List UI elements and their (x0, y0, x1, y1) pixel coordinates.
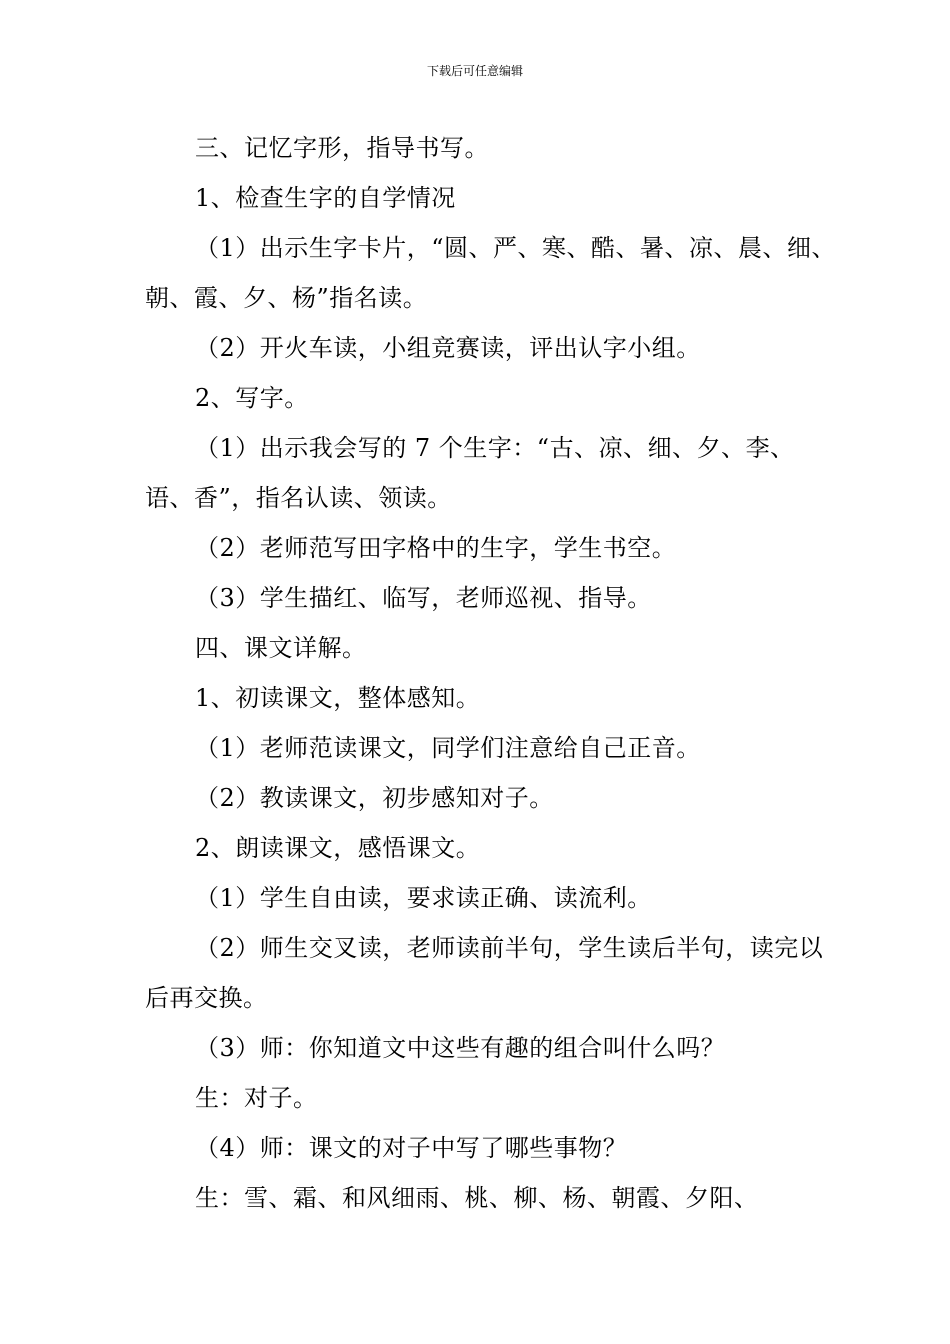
paragraph: （3）师：你知道文中这些有趣的组合叫什么吗？ (195, 1034, 726, 1062)
paragraph: （3）学生描红、临写，老师巡视、指导。 (195, 584, 652, 612)
paragraph: （2）老师范写田字格中的生字，学生书空。 (195, 534, 677, 562)
paragraph: 生：对子。 (195, 1084, 318, 1112)
paragraph: （2）开火车读，小组竞赛读，评出认字小组。 (195, 334, 701, 362)
paragraph: （1）出示生字卡片，“圆、严、寒、酷、暑、凉、晨、细、朝、霞、夕、杨”指名读。 (145, 234, 837, 312)
paragraph: （2）师生交叉读，老师读前半句，学生读后半句，读完以后再交换。 (145, 934, 824, 1012)
paragraph: 生：雪、霜、和风细雨、桃、柳、杨、朝霞、夕阳、 (195, 1184, 759, 1212)
document-body (0, 123, 950, 1223)
section-heading-3: 三、记忆字形，指导书写。 (195, 134, 489, 162)
paragraph: （1）学生自由读，要求读正确、读流利。 (195, 884, 652, 912)
section-heading-4: 四、课文详解。 (195, 634, 367, 662)
paragraph: 1、检查生字的自学情况 (195, 184, 456, 212)
paragraph: （1）老师范读课文，同学们注意给自己正音。 (195, 734, 701, 762)
paragraph: 2、朗读课文，感悟课文。 (195, 834, 481, 862)
paragraph: （1）出示我会写的 7 个生字：“古、凉、细、夕、李、语、香”，指名认读、领读。 (145, 434, 795, 512)
paragraph: 2、写字。 (195, 384, 309, 412)
page-header: 下载后可任意编辑 (426, 64, 523, 78)
paragraph: （2）教读课文，初步感知对子。 (195, 784, 554, 812)
paragraph: 1、初读课文，整体感知。 (195, 684, 481, 712)
paragraph: （4）师：课文的对子中写了哪些事物？ (195, 1134, 628, 1162)
